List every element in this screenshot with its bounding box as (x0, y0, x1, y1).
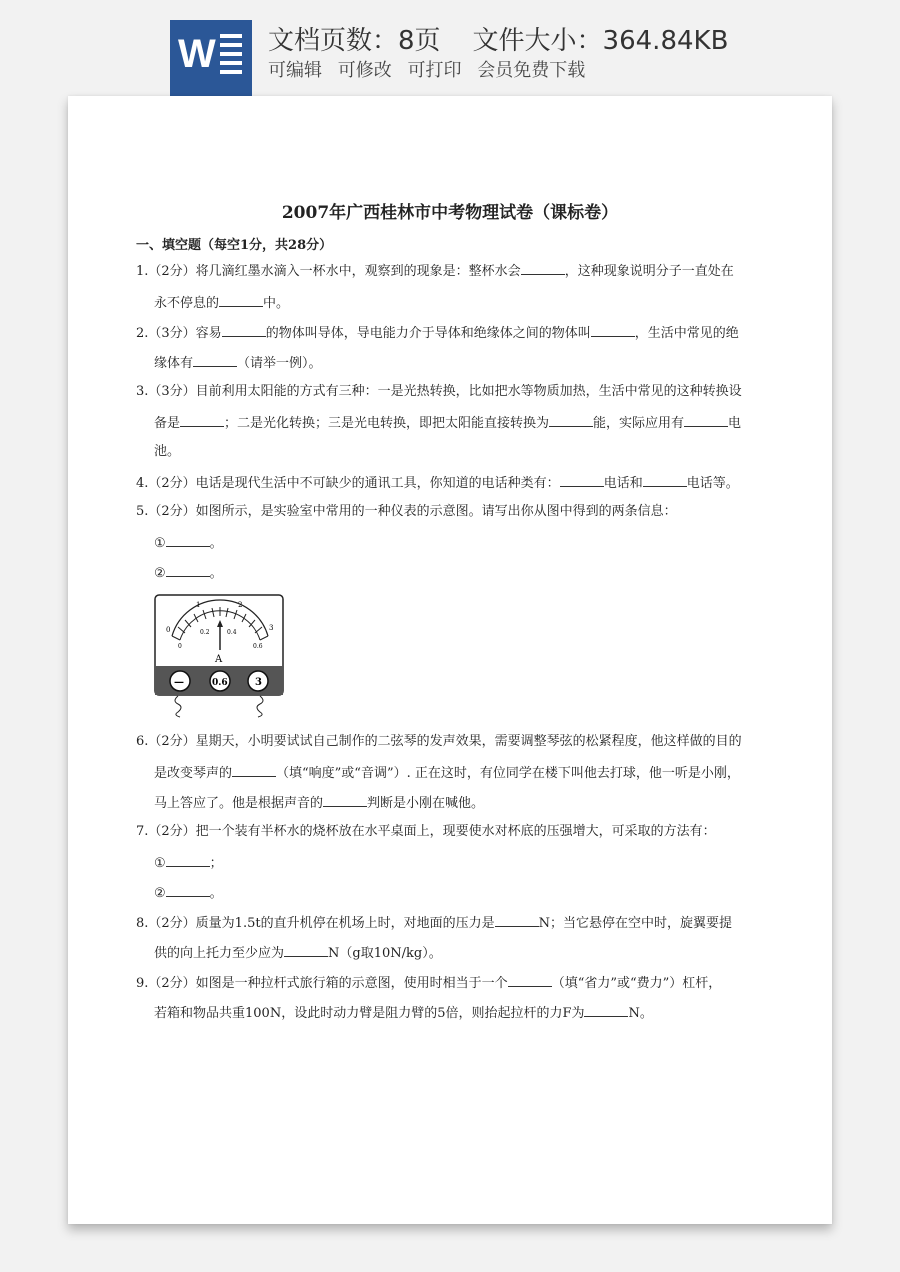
banner-features (268, 56, 595, 82)
answer-blank[interactable] (684, 414, 728, 427)
answer-blank[interactable] (549, 414, 593, 427)
answer-blank[interactable] (508, 974, 552, 987)
document-title: 2007年广西桂林市中考物理试卷（课标卷） (281, 203, 619, 223)
banner-title (268, 20, 728, 57)
question-5-option-1: ① 。 (154, 536, 223, 551)
answer-blank[interactable] (166, 884, 210, 897)
answer-blank[interactable] (166, 564, 210, 577)
question-7-option-2: ② 。 (154, 886, 223, 901)
download-banner (0, 0, 900, 96)
question-1-line-1: 1.（2分）将几滴红墨水滴入一杯水中，观察到的现象是：整杯水会 ，这种现象说明分子一直处在 (136, 264, 734, 279)
answer-blank[interactable] (495, 914, 539, 927)
question-4-line-1: 4.（2分）电话是现代生活中不可缺少的通讯工具，你知道的电话种类有： 电话和 电话等。 (136, 476, 739, 491)
word-document-icon: W (170, 20, 252, 96)
answer-blank[interactable] (284, 944, 328, 957)
question-1-line-2: 永不停息的 中。 (154, 296, 290, 311)
question-6-line-2: 是改变琴声的 （填“响度”或“音调”）. 正在这时，有位同学在楼下叫他去打球，他一听是小刚， (154, 766, 740, 781)
answer-blank[interactable] (521, 262, 565, 275)
feature-editable: 可编辑 (268, 60, 322, 81)
scale-label-bottom-2: 0.4 (227, 629, 237, 636)
question-6-line-3: 马上答应了。他是根据声音的 判断是小刚在喊他。 (154, 796, 485, 811)
question-8-line-1: 8.（2分）质量为1.5t的直升机停在机场上时，对地面的压力是 N；当它悬停在空中时，旋翼要提 (136, 916, 732, 931)
feature-modifiable: 可修改 (337, 60, 392, 81)
answer-blank[interactable] (222, 324, 266, 337)
question-5-option-2: ② 。 (154, 566, 223, 581)
wire-right (257, 696, 263, 717)
answer-blank[interactable] (560, 474, 604, 487)
question-7-option-1: ① ； (154, 856, 223, 871)
question-8-line-2: 供的向上托力至少应为 N（g取10N/kg）。 (154, 946, 442, 961)
question-5-line-1: 5.（2分）如图所示，是实验室中常用的一种仪表的示意图。请写出你从图中得到的两条信息： (136, 504, 677, 519)
feature-printable: 可打印 (407, 60, 462, 81)
answer-blank[interactable] (193, 354, 237, 367)
terminal-3-label: 3 (255, 677, 262, 688)
answer-blank[interactable] (219, 294, 263, 307)
question-9-line-2: 若箱和物品共重100N，设此时动力臂是阻力臂的5倍，则抬起拉杆的力F为 N。 (154, 1006, 653, 1021)
file-size: 文件大小：364.84KB (472, 26, 729, 56)
meter-unit-label: A (215, 654, 223, 665)
ammeter-figure (154, 594, 286, 724)
question-2-line-1: 2.（3分）容易 的物体叫导体，导电能力介于导体和绝缘体之间的物体叫 ，生活中常见的绝 (136, 326, 739, 341)
question-2-line-2: 缘体有 （请举一例）。 (154, 356, 322, 371)
terminal-0-6-label: 0.6 (212, 678, 228, 688)
question-3-line-2: 备是 ；二是光化转换；三是光电转换，即把太阳能直接转换为 能，实际应用有 电 (154, 416, 742, 431)
document-page (68, 96, 832, 1224)
answer-blank[interactable] (232, 764, 276, 777)
scale-label-top-0: 0 (166, 626, 171, 634)
feature-member-download: 会员免费下载 (477, 60, 586, 81)
scale-label-top-2: 2 (238, 601, 243, 609)
question-3-line-3: 池。 (154, 444, 181, 459)
question-9-line-1: 9.（2分）如图是一种拉杆式旅行箱的示意图，使用时相当于一个 （填“省力”或“费力”）杠杆， (136, 976, 722, 991)
question-6-line-1: 6.（2分）星期天，小明要试试自己制作的二弦琴的发声效果，需要调整琴弦的松紧程度，他这样做的目的 (136, 734, 742, 749)
wire-left (175, 696, 181, 717)
answer-blank[interactable] (323, 794, 367, 807)
section-heading: 一、填空题（每空1分，共28分） (136, 238, 333, 253)
answer-blank[interactable] (166, 854, 210, 867)
question-7-line-1: 7.（2分）把一个装有半杯水的烧杯放在水平桌面上，现要使水对杯底的压强增大，可采取的方法有： (136, 824, 716, 839)
scale-label-bottom-0: 0 (178, 643, 182, 650)
scale-label-top-1: 1 (196, 601, 201, 609)
page-count: 文档页数：8页 (268, 26, 441, 56)
answer-blank[interactable] (643, 474, 687, 487)
scale-label-bottom-3: 0.6 (253, 643, 263, 650)
terminal-negative-label: — (174, 677, 184, 688)
scale-label-top-3: 3 (269, 624, 274, 632)
answer-blank[interactable] (584, 1004, 628, 1017)
question-3-line-1: 3.（3分）目前利用太阳能的方式有三种：一是光热转换，比如把水等物质加热，生活中常见的这种转换设 (136, 384, 742, 399)
answer-blank[interactable] (180, 414, 224, 427)
scale-label-bottom-1: 0.2 (200, 629, 210, 636)
answer-blank[interactable] (591, 324, 635, 337)
answer-blank[interactable] (166, 534, 210, 547)
